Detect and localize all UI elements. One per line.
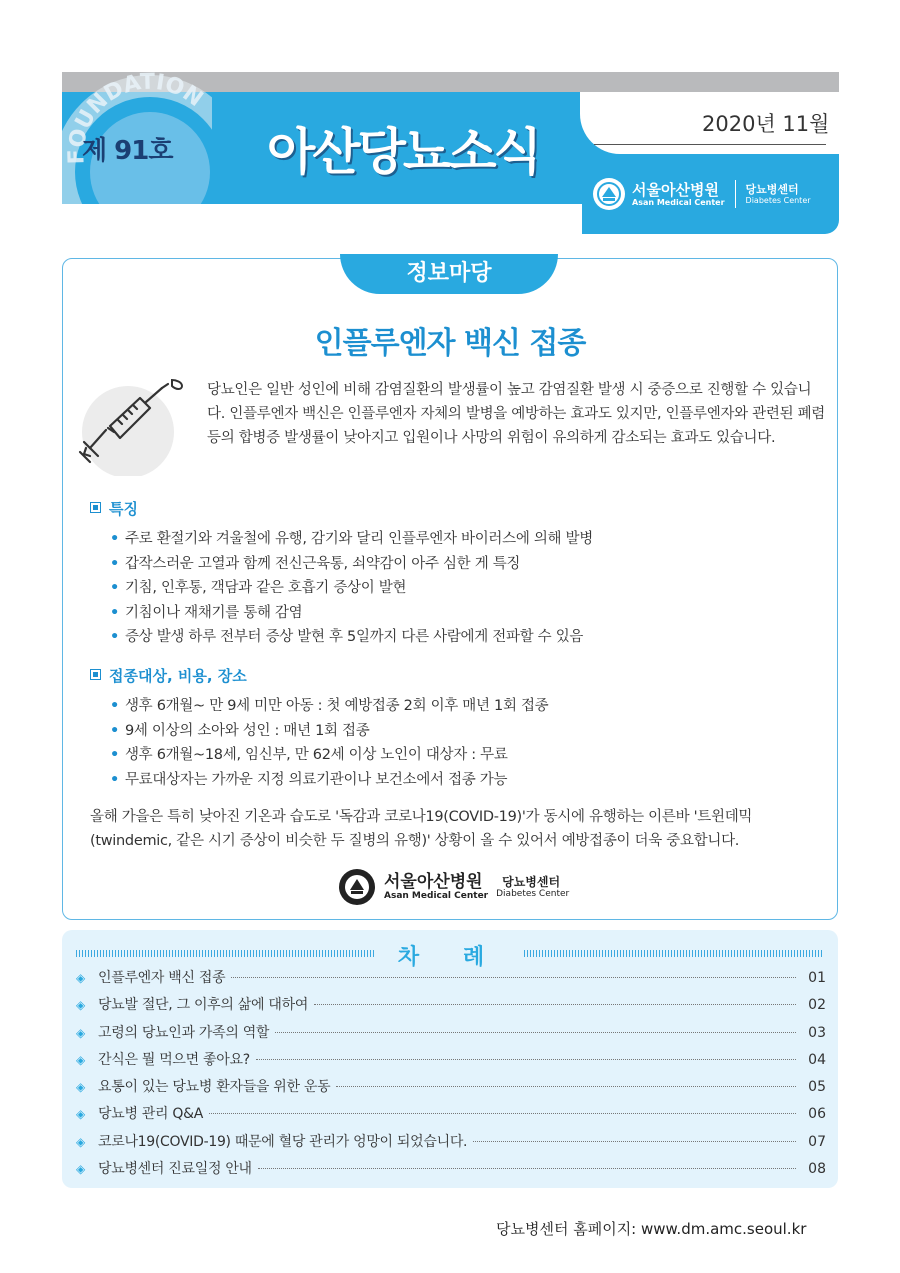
diamond-icon: ◈ [76, 1080, 86, 1095]
diamond-icon: ◈ [76, 1052, 86, 1067]
heading-square-icon [90, 502, 101, 513]
toc-title: 차 례 [397, 945, 503, 970]
header-hospital-logo [592, 177, 811, 211]
toc-item-page: 08 [808, 1161, 826, 1178]
section-tab [340, 254, 558, 294]
toc-leader-dots [314, 1004, 796, 1005]
homepage-link[interactable]: 당뇨병센터 홈페이지: www.dm.amc.seoul.kr [496, 1220, 807, 1238]
list-item: • 갑작스러운 고열과 함께 전신근육통, 쇠약감이 아주 심한 게 특징 [110, 552, 593, 577]
toc-item-page: 07 [808, 1133, 826, 1150]
newsletter-title: 아산당뇨소식 [267, 123, 539, 181]
list-item: • 9세 이상의 소아와 성인 : 매년 1회 접종 [110, 719, 548, 744]
diamond-icon: ◈ [76, 971, 86, 985]
toc-item[interactable] [76, 1076, 826, 1103]
toc-item[interactable] [76, 1158, 826, 1185]
diamond-icon: ◈ [76, 1134, 86, 1149]
date-underline [594, 144, 826, 145]
department-name-en: Diabetes Center [496, 889, 570, 899]
diamond-icon: ◈ [76, 1025, 86, 1040]
list-item: • 기침, 인후통, 객담과 같은 호흡기 증상이 발현 [110, 576, 593, 601]
section-hospital-logo [338, 868, 569, 906]
features-heading [90, 498, 138, 519]
toc-item-label: 고령의 당뇨인과 가족의 역할 [98, 1024, 270, 1041]
hospital-emblem-icon [592, 177, 626, 211]
toc-list [76, 967, 826, 1185]
toc-leader-dots [336, 1086, 796, 1087]
targets-heading-label: 접종대상, 비용, 장소 [109, 667, 247, 685]
toc-item[interactable] [76, 967, 826, 994]
diamond-icon: ◈ [76, 1107, 86, 1122]
hospital-name-en: Asan Medical Center [632, 197, 725, 207]
intro-paragraph: 당뇨인은 일반 성인에 비해 감염질환의 발생률이 높고 감염질환 발생 시 중증으로 진행할 수 있습니다. 인플루엔자 백신은 인플루엔자 자체의 발병을 예방하는 효과도 있지만, 인플루엔자와 관련된 폐렴 등의 합병증 발생률이 낮아지고 입원이나 사망의 위험이 유의하게 감소되는 효과도 있습니다. [207, 382, 826, 446]
department-name-en: Diabetes Center [745, 196, 811, 205]
department-name: 당뇨병센터 [745, 183, 799, 196]
issue-number: 제 91호 [82, 136, 173, 166]
toc-leader-dots [256, 1059, 796, 1060]
list-item: • 기침이나 재채기를 통해 감염 [110, 601, 593, 626]
toc-leader-dots [258, 1168, 796, 1169]
list-item: • 무료대상자는 가까운 지정 의료기관이나 보건소에서 접종 가능 [110, 768, 548, 793]
toc-item[interactable] [76, 1103, 826, 1130]
toc-item-label: 요통이 있는 당뇨병 환자들을 위한 운동 [98, 1079, 331, 1096]
toc-item-label: 인플루엔자 백신 접종 [98, 970, 226, 986]
features-list [110, 527, 593, 650]
article-title: 인플루엔자 백신 접종 [314, 326, 586, 361]
toc-leader-dots [231, 977, 796, 978]
heading-square-icon [90, 669, 101, 680]
toc-item[interactable] [76, 1131, 826, 1158]
toc-item-page: 06 [808, 1106, 826, 1123]
hospital-emblem-icon [338, 868, 376, 906]
list-item: • 생후 6개월~ 만 9세 미만 아동 : 첫 예방접종 2회 이후 매년 1회 접종 [110, 694, 548, 719]
table-of-contents [62, 930, 838, 1188]
toc-item-label: 당뇨병센터 진료일정 안내 [98, 1161, 252, 1178]
list-item: • 생후 6개월~18세, 임신부, 만 62세 이상 노인이 대상자 : 무료 [110, 743, 548, 768]
list-item: • 증상 발생 하루 전부터 증상 발현 후 5일까지 다른 사람에게 전파할 수 있음 [110, 625, 593, 650]
toc-item[interactable] [76, 1049, 826, 1076]
toc-item-page: 04 [808, 1051, 826, 1068]
list-item: • 주로 환절기와 겨울철에 유행, 감기와 달리 인플루엔자 바이러스에 의해 발병 [110, 527, 593, 552]
toc-item-label: 코로나19(COVID-19) 때문에 혈당 관리가 엉망이 되었습니다. [98, 1133, 468, 1150]
toc-header [62, 940, 838, 968]
toc-item-page: 03 [808, 1024, 826, 1041]
targets-heading [90, 665, 247, 686]
toc-item-label: 간식은 뭘 먹으면 좋아요? [98, 1051, 250, 1068]
seal-text: FOUNDATION [64, 72, 208, 165]
targets-list [110, 694, 548, 792]
diamond-icon: ◈ [76, 1162, 86, 1177]
toc-item-label: 당뇨병 관리 Q&A [98, 1106, 204, 1123]
toc-leader-dots [275, 1032, 796, 1033]
newsletter-header [62, 72, 839, 234]
hospital-name: 서울아산병원 [632, 180, 719, 199]
closing-paragraph: 올해 가을은 특히 낮아진 기온과 습도로 '독감과 코로나19(COVID-19)'가 동시에 유행하는 이른바 '트윈데믹(twindemic, 같은 시기 증상이 비슷한 두 질병의 유행)' 상황이 올 수 있어서 예방접종이 더욱 중요합니다. [90, 809, 753, 849]
toc-item-page: 05 [808, 1079, 826, 1096]
toc-item-page: 02 [808, 997, 826, 1014]
logo-divider [735, 180, 736, 208]
issue-date: 2020년 11월 [702, 112, 830, 136]
syringe-icon [70, 376, 194, 476]
toc-leader-dots [209, 1113, 796, 1114]
features-heading-label: 특징 [109, 500, 138, 518]
toc-leader-dots [473, 1141, 796, 1142]
toc-item-label: 당뇨발 절단, 그 이후의 삶에 대하여 [98, 997, 309, 1014]
toc-item[interactable] [76, 994, 826, 1021]
hospital-name: 서울아산병원 [384, 872, 483, 892]
toc-item-page: 01 [808, 970, 826, 986]
diamond-icon: ◈ [76, 998, 86, 1013]
section-tab-label: 정보마당 [406, 261, 492, 286]
department-name: 당뇨병센터 [502, 875, 561, 889]
hospital-name-en: Asan Medical Center [384, 891, 489, 901]
toc-item[interactable] [76, 1022, 826, 1049]
